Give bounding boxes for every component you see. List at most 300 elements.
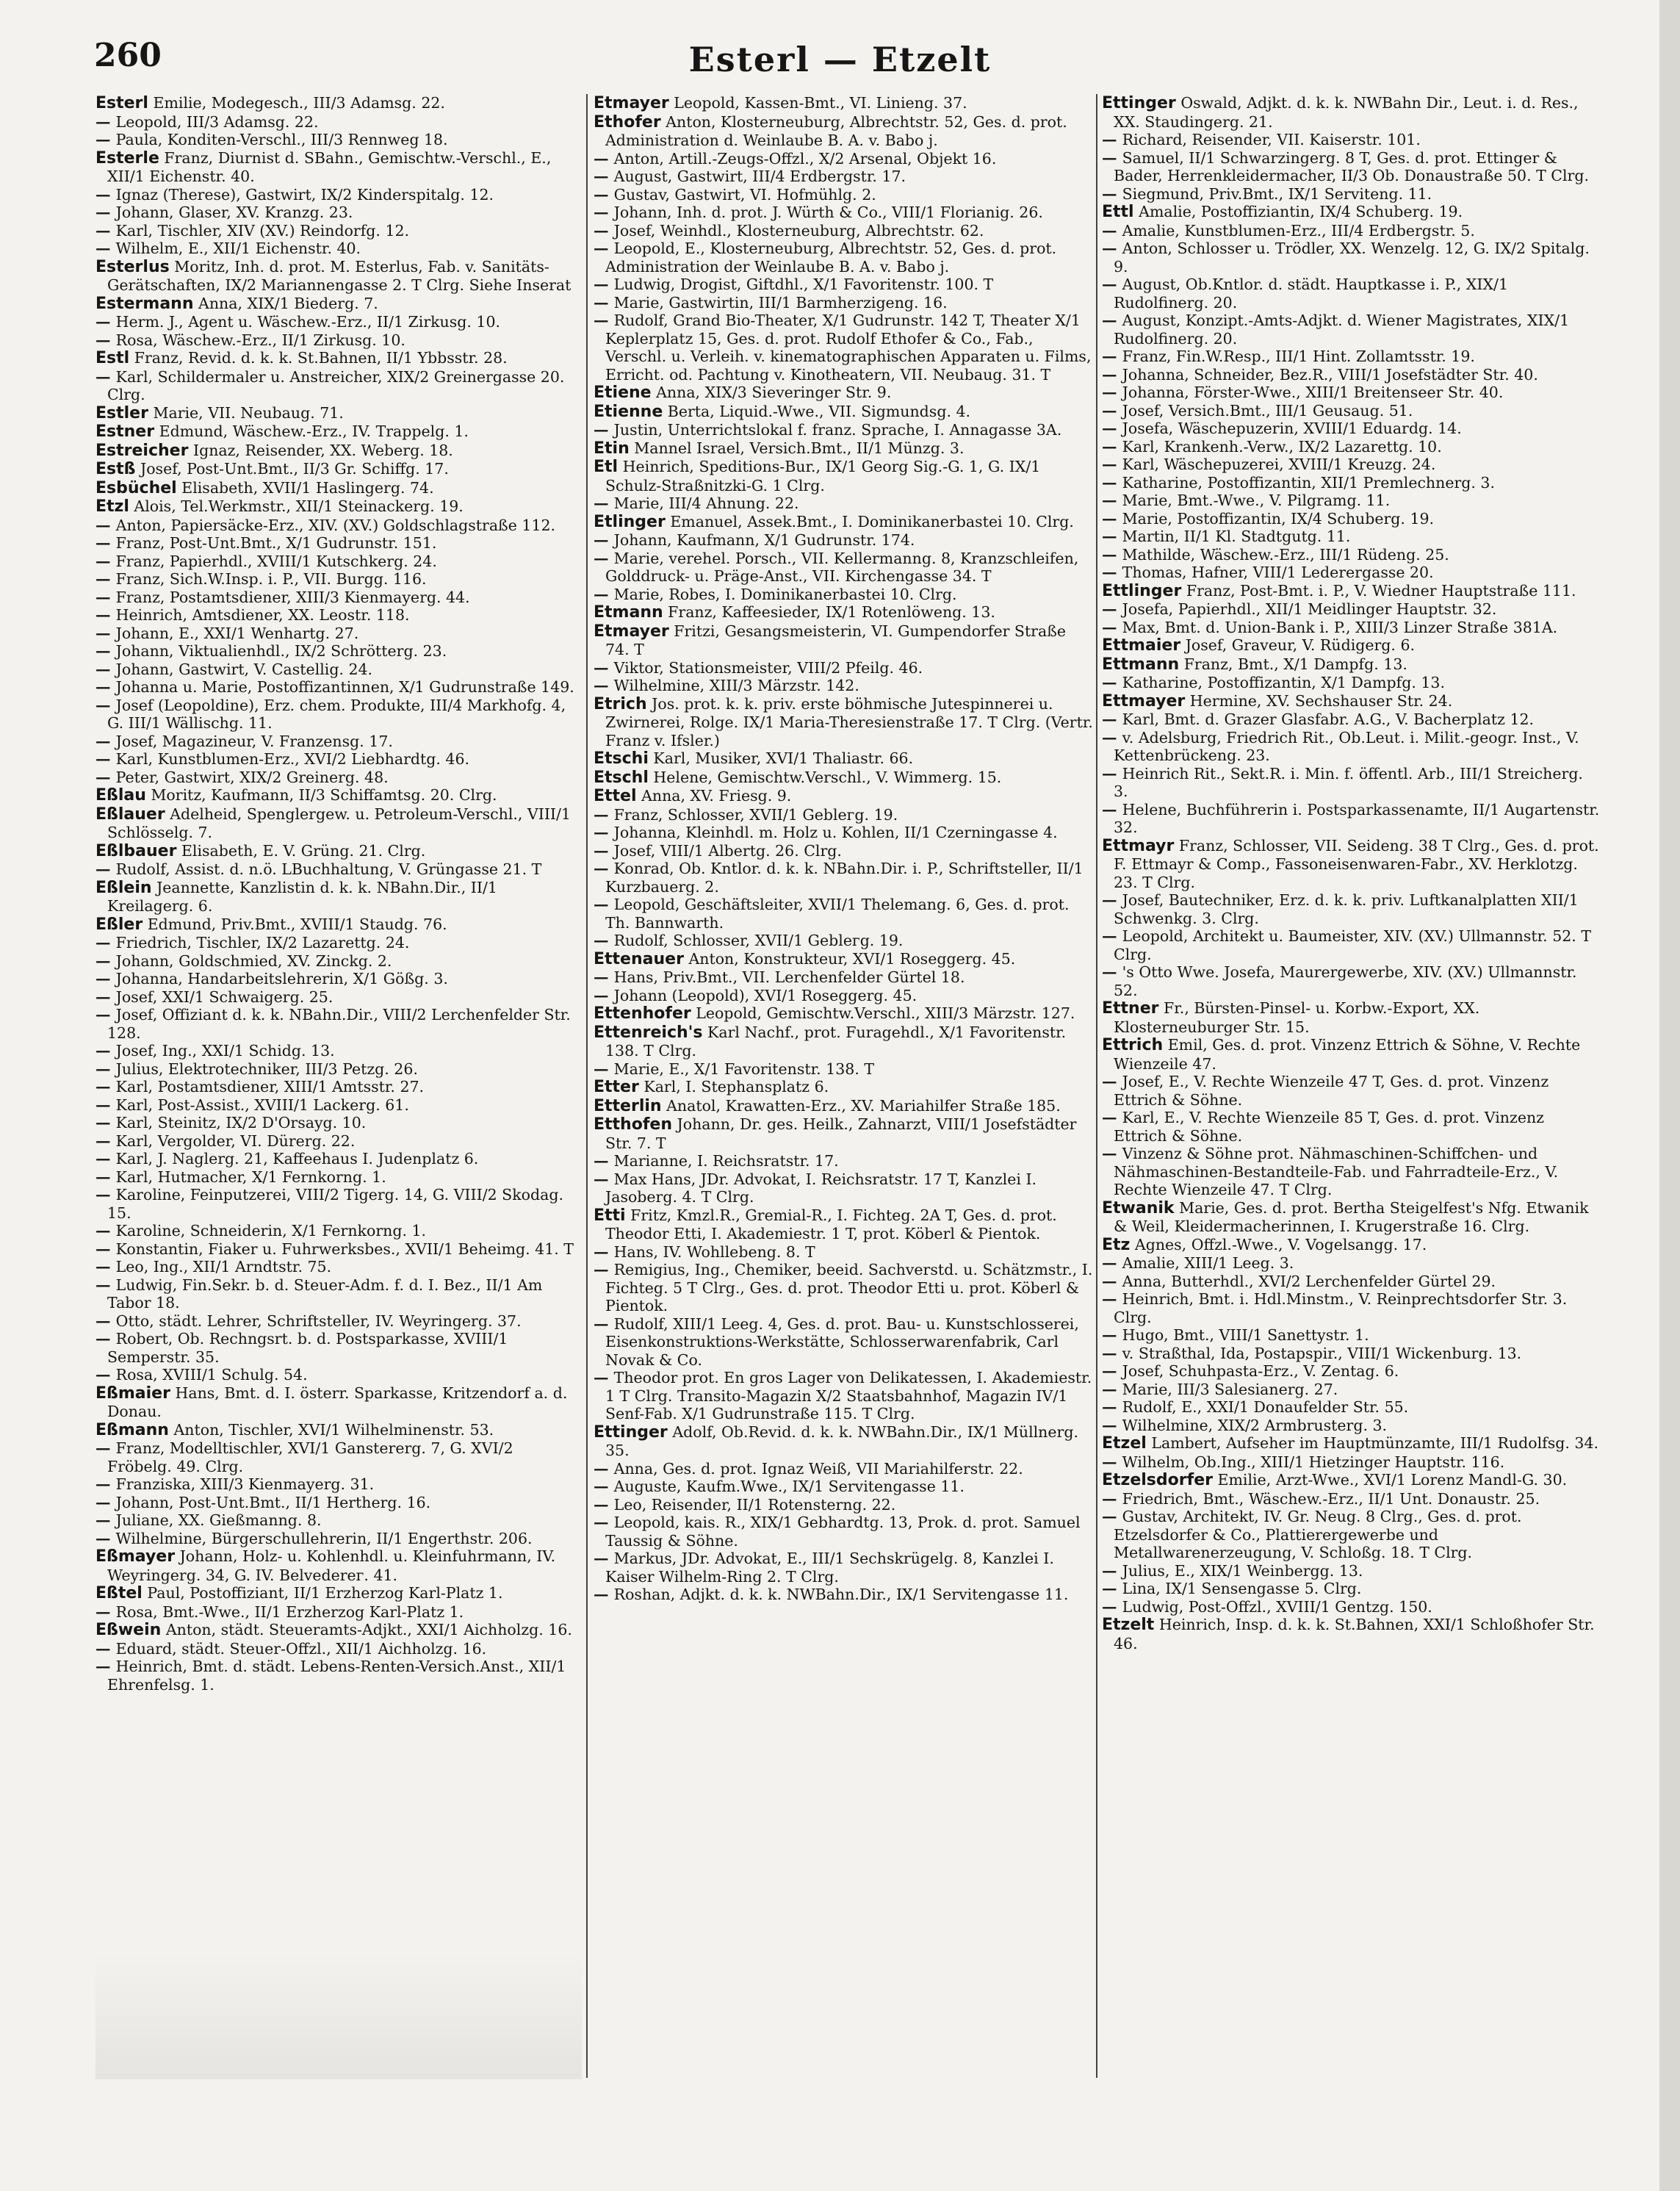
entry-text: Vinzenz & Söhne prot. Nähmaschinen-Schiffchen- und Nähmaschinen-Bestandteile-Fab. und Fahrradteile-Erz., V. Rechte Wienzeile 47. T Clrg. <box>1114 1145 1559 1198</box>
entry-dash: — <box>1102 564 1122 581</box>
entry-dash: — <box>95 951 116 970</box>
entry-dash: — <box>594 824 614 841</box>
directory-entry <box>1102 276 1601 312</box>
entry-dash: — <box>1102 1272 1122 1290</box>
entry-text: Karl, Bmt. d. Grazer Glasfabr. A.G., V. Bacherplatz 12. <box>1122 710 1535 728</box>
entry-text: Max, Bmt. d. Union-Bank i. P., XIII/3 Linzer Straße 381A. <box>1122 618 1558 636</box>
directory-entry <box>95 1276 582 1312</box>
entry-dash: — <box>1102 1344 1122 1362</box>
entry-text: Johanna, Handarbeitslehrerin, X/1 Gößg. 3. <box>115 970 448 987</box>
entry-text: Fritz, Kmzl.R., Gremial-R., I. Fichteg. 2A T, Ges. d. prot. Theodor Etti, I. Akademiestr. 1 T, prot. Köberl & Pientok. <box>605 1206 1057 1242</box>
entry-text: Julius, E., XIX/1 Weinbergg. 13. <box>1122 1561 1363 1580</box>
directory-entry <box>1102 456 1601 474</box>
directory-entry <box>95 1494 582 1512</box>
directory-entry <box>594 1206 1093 1243</box>
entry-text: Ludwig, Drogist, Giftdhl., X/1 Favoritenstr. 100. T <box>613 276 994 293</box>
entry-text: Johanna, Förster-Wwe., XIII/1 Breitenseer Str. 40. <box>1122 384 1504 401</box>
entry-text: Heinrich, Bmt. d. städt. Lebens-Renten-Versich.Anst., XII/1 Ehrenfelsg. 1. <box>107 1658 566 1694</box>
directory-entry <box>1102 1562 1601 1580</box>
directory-entry <box>1102 131 1601 149</box>
entry-text: Karoline, Feinputzerei, VIII/2 Tigerg. 14, G. VIII/2 Skodag. 15. <box>107 1186 563 1222</box>
directory-entry <box>95 915 582 935</box>
directory-entry <box>1102 402 1601 420</box>
directory-entry <box>1102 765 1601 801</box>
entry-dash: — <box>95 696 116 714</box>
entry-text: Fritzi, Gesangsmeisterin, VI. Gumpendorfer Straße 74. T <box>605 622 1067 658</box>
entry-text: August, Gastwirt, III/4 Erdbergstr. 17. <box>613 168 906 185</box>
entry-surname: Etwanik <box>1102 1198 1175 1217</box>
entry-text: Franz, Schlosser, XVII/1 Gebleгg. 19. <box>613 805 898 824</box>
directory-entry <box>1102 384 1601 402</box>
entry-text: Karl, Musiker, XVI/1 Thaliastr. 66. <box>653 749 914 767</box>
directory-entry <box>1102 438 1601 456</box>
entry-text: Anton, Schlosser u. Trödler, XX. Wenzelg. 12, G. IX/2 Spitalg. 9. <box>1114 240 1590 276</box>
entry-dash: — <box>594 986 614 1004</box>
directory-entry <box>594 1243 1093 1262</box>
directory-entry <box>594 1115 1093 1152</box>
entry-text: Moritz, Inh. d. prot. M. Esterlus, Fab. v. Sanitäts-Gerätschaften, IX/2 Mariannengasse 2. T Clrg. Siehe Inserat <box>107 257 572 294</box>
entry-text: Amalie, Postoffiziantin, IX/4 Schuberg. 19. <box>1139 203 1463 220</box>
entry-dash: — <box>594 1586 614 1603</box>
entry-text: Juliane, XX. Gießmanng. 8. <box>115 1511 322 1529</box>
entry-dash: — <box>95 678 116 696</box>
directory-entry <box>95 860 582 879</box>
entry-text: Elisabeth, E. V. Grüng. 21. Clrg. <box>181 841 426 860</box>
entry-text: Leopold, Gemischtw.Verschl., XIII/3 Märzstr. 127. <box>696 1004 1075 1022</box>
entry-text: Johanna, Kleinhdl. m. Holz u. Kohlen, II/1 Czerningasse 4. <box>613 824 1058 841</box>
directory-entry <box>1102 1109 1601 1145</box>
entry-surname: Ettrich <box>1102 1036 1164 1054</box>
directory-entry <box>594 531 1093 550</box>
entry-text: Hans, Priv.Bmt., VII. Lerchenfelder Gürtel 18. <box>613 968 965 986</box>
entry-text: Anton, Papiersäcke-Erz., XIV. (XV.) Goldschlagstraße 112. <box>115 516 556 534</box>
entry-text: Josef, Weinhdl., Klosterneuburg, Albrechtstr. 62. <box>613 221 984 240</box>
entry-text: Karl, Postamtsdiener, XIII/1 Amtsstr. 27. <box>115 1078 425 1096</box>
directory-entry <box>95 952 582 971</box>
entry-text: Marie, Gastwirtin, III/1 Barmherzigeng. 16. <box>613 293 948 312</box>
entry-text: Johanna u. Marie, Postoffizantinnen, X/1 Gudrunstraße 149. <box>115 678 574 696</box>
entry-surname: Eßlein <box>95 878 152 897</box>
entry-text: Emilie, Arzt-Wwe., XVI/1 Lorenz Mandl-G. 30. <box>1217 1471 1568 1489</box>
directory-entry <box>594 384 1093 403</box>
entry-text: Johann, Kaufmann, X/1 Gudrunstr. 174. <box>613 531 915 549</box>
directory-entry <box>95 349 582 368</box>
directory-entry <box>594 439 1093 458</box>
directory-entry <box>1102 655 1601 674</box>
entry-dash: — <box>594 312 614 329</box>
directory-entry <box>594 1097 1093 1116</box>
entry-surname: Ettmann <box>1102 655 1180 674</box>
entry-text: Rudolf, Assist. d. n.ö. LBuchhaltung, V. Grüngasse 21. T <box>115 860 542 878</box>
entry-text: Hans, Bmt. d. I. österr. Sparkasse, Kritzendorf a. d. Donau. <box>107 1384 568 1420</box>
directory-entry <box>1102 1073 1601 1109</box>
entry-dash: — <box>1102 1489 1122 1508</box>
entry-text: Edmund, Priv.Bmt., XVIII/1 Staudg. 76. <box>147 915 447 933</box>
directory-entry <box>95 94 582 113</box>
entry-dash: — <box>594 1550 614 1567</box>
entry-text: Johann, E., XXI/1 Wenhartg. 27. <box>115 624 359 642</box>
entry-surname: Ettenreich's <box>594 1023 703 1042</box>
entry-dash: — <box>95 750 116 768</box>
directory-entry <box>95 750 582 769</box>
entry-surname: Esterle <box>95 148 159 168</box>
directory-entry <box>1102 729 1601 765</box>
entry-dash: — <box>1102 1145 1122 1162</box>
entry-text: Karl, Steinitz, IX/2 D'Orsayg. 10. <box>115 1114 367 1132</box>
entry-text: Johann (Leopold), XVI/1 Roseggerg. 45. <box>613 986 917 1004</box>
entry-dash: — <box>1102 528 1122 545</box>
directory-entry <box>95 988 582 1007</box>
entry-text: Josef, Magazineur, V. Franzensg. 17. <box>115 732 393 750</box>
directory-entry <box>594 677 1093 695</box>
directory-entry <box>95 295 582 314</box>
entry-dash: — <box>1102 600 1122 618</box>
entry-surname: Etrich <box>594 694 647 713</box>
entry-text: Karl, Kunstblumen-Erz., XVI/2 Liebhardtg. 46. <box>115 750 470 768</box>
entry-dash: — <box>594 1170 614 1188</box>
directory-entry <box>1102 348 1601 366</box>
entry-surname: Eßmayer <box>95 1547 176 1566</box>
entry-dash: — <box>95 1602 116 1621</box>
directory-entry <box>1102 203 1601 222</box>
entry-dash: — <box>95 1132 116 1150</box>
entry-dash: — <box>95 240 116 257</box>
entry-dash: — <box>594 149 614 168</box>
entry-text: Roshan, Adjkt. d. k. k. NWBahn.Dir., IX/1 Servitengasse 11. <box>613 1586 1069 1603</box>
directory-entry <box>1102 582 1601 601</box>
entry-text: Johann, Glaser, XV. Kranzg. 23. <box>115 204 353 221</box>
directory-entry <box>1102 801 1601 837</box>
entry-dash: — <box>594 1059 614 1078</box>
entry-dash: — <box>1102 276 1122 293</box>
entry-surname: Esterl <box>95 94 148 112</box>
directory-entry <box>594 1550 1093 1586</box>
entry-dash: — <box>594 549 614 567</box>
entry-text: Rudolf, Schlosser, XVII/1 Gebleгg. 19. <box>613 932 904 949</box>
entry-text: Josef, Graveur, V. Rüdigerg. 6. <box>1185 636 1416 654</box>
directory-entry <box>1102 674 1601 692</box>
entry-dash: — <box>95 606 116 624</box>
directory-entry <box>95 1603 582 1622</box>
directory-entry <box>95 589 582 607</box>
entry-text: v. Straßthal, Ida, Postapspir., VIII/1 Wickenburg. 13. <box>1122 1344 1522 1362</box>
entry-text: Leo, Reisender, II/1 Rotensterng. 22. <box>613 1495 896 1514</box>
entry-text: Josef, VIII/1 Albertg. 26. Clrg. <box>613 841 842 860</box>
entry-surname: Etiene <box>594 384 652 402</box>
directory-entry <box>95 1168 582 1187</box>
entry-text: Moritz, Kaufmann, II/3 Schiffamtsg. 20. Clrg. <box>151 786 497 804</box>
entry-text: Marie, Postoffizantin, IX/4 Schuberg. 19. <box>1122 509 1435 528</box>
entry-dash: — <box>594 1459 614 1478</box>
directory-entry <box>594 1423 1093 1460</box>
entry-dash: — <box>594 860 614 877</box>
directory-entry <box>594 769 1093 788</box>
directory-entry <box>1102 1326 1601 1345</box>
directory-entry <box>1102 1453 1601 1472</box>
entry-dash: — <box>594 1242 614 1261</box>
entry-text: Josef (Leopoldine), Erz. chem. Produkte, III/4 Markhofg. 4, G. III/1 Wällischg. 11. <box>107 696 566 732</box>
directory-entry <box>95 131 582 149</box>
entry-text: Siegmund, Priv.Bmt., IX/1 Serviteng. 11. <box>1122 184 1432 203</box>
directory-entry <box>594 113 1093 150</box>
directory-entry <box>594 896 1093 932</box>
entry-surname: Ettenauer <box>594 949 684 968</box>
entry-dash: — <box>1102 1453 1122 1471</box>
directory-entry <box>95 805 582 842</box>
directory-entry <box>95 1640 582 1658</box>
entry-surname: Estermann <box>95 294 194 313</box>
entry-text: Franz, Post-Unt.Bmt., X/1 Gudrunstr. 151. <box>115 534 437 552</box>
directory-entry <box>95 1078 582 1096</box>
entry-text: Wilhelm, E., XII/1 Eichenstr. 40. <box>115 240 361 257</box>
entry-dash: — <box>1102 1326 1122 1344</box>
entry-surname: Ettenhofer <box>594 1004 691 1023</box>
entry-dash: — <box>594 968 614 986</box>
entry-surname: Etin <box>594 439 630 458</box>
directory-entry <box>1102 1434 1601 1453</box>
page-number: 260 <box>94 37 162 74</box>
entry-text: Karl, I. Stephansplatz 6. <box>643 1078 829 1096</box>
directory-entry <box>1102 564 1601 582</box>
entry-dash: — <box>95 1240 116 1258</box>
entry-dash: — <box>1102 221 1122 240</box>
entry-dash: — <box>95 1258 116 1276</box>
directory-entry <box>594 94 1093 113</box>
entry-surname: Eßwein <box>95 1621 162 1639</box>
entry-text: Wilhelmine, XIII/3 Märzstr. 142. <box>613 677 859 694</box>
entry-text: Helene, Buchführerin i. Postsparkassenamte, II/1 Augartenstr. 32. <box>1114 800 1600 836</box>
directory-entry <box>594 659 1093 677</box>
entry-dash: — <box>95 367 116 386</box>
directory-entry <box>1102 1616 1601 1652</box>
entry-dash: — <box>95 1042 116 1059</box>
directory-entry <box>95 642 582 661</box>
entry-dash: — <box>95 642 116 660</box>
entry-text: Amalie, Kunstblumen-Erz., III/4 Erdbergstr. 5. <box>1122 221 1475 240</box>
directory-entry <box>594 403 1093 422</box>
entry-text: Ignaz, Reisender, XX. Weberg. 18. <box>192 441 453 459</box>
entry-dash: — <box>1102 1254 1122 1272</box>
entry-text: Anton, Klosterneuburg, Albrechtstr. 52, Ges. d. prot. Administration d. Weinlaube B. A. v. Babo j. <box>605 112 1067 149</box>
directory-entry <box>95 553 582 571</box>
directory-entry <box>95 422 582 442</box>
directory-entry <box>1102 1417 1601 1435</box>
entry-surname: Etzelsdorfer <box>1102 1471 1213 1489</box>
entry-surname: Etzelt <box>1102 1616 1155 1634</box>
directory-entry <box>1102 999 1601 1036</box>
entry-text: Franz, Bmt., X/1 Dampfg. 13. <box>1183 655 1407 673</box>
entry-dash: — <box>95 768 116 786</box>
directory-entry <box>1102 1508 1601 1562</box>
entry-surname: Estß <box>95 460 136 478</box>
entry-surname: Eßmann <box>95 1420 169 1439</box>
entry-text: Johanna, Schneider, Bez.R., VIII/1 Josefstädter Str. 40. <box>1122 365 1538 384</box>
entry-dash: — <box>594 1369 614 1386</box>
directory-entry <box>594 204 1093 222</box>
entry-text: Helene, Gemischtw.Verschl., V. Wimmerg. 15. <box>653 768 1002 786</box>
entry-surname: Ettinger <box>594 1422 668 1442</box>
entry-text: Julius, Elektrotechniker, III/3 Petzg. 26. <box>115 1059 418 1078</box>
entry-text: Jeannette, Kanzlistin d. k. k. NBahn.Dir., II/1 Kreilagerg. 6. <box>107 878 497 915</box>
entry-dash: — <box>95 1006 116 1023</box>
entry-dash: — <box>1102 545 1122 564</box>
directory-entry <box>95 1584 582 1603</box>
entry-text: Leopold, Architekt u. Baumeister, XIV. (XV.) Ullmannstr. 52. T Clrg. <box>1114 927 1591 963</box>
entry-text: Karl Nachf., prot. Furagehdl., X/1 Favoritenstr. 138. T Clrg. <box>605 1023 1067 1059</box>
directory-entry <box>594 950 1093 969</box>
entry-text: Franz, Diurnist d. SBahn., Gemischtw.-Verschl., E., XII/1 Eichenstr. 40. <box>107 148 552 185</box>
entry-surname: Etzl <box>95 497 129 516</box>
entry-dash: — <box>594 1478 614 1495</box>
entry-text: Franz, Papierhdl., XVIII/1 Kutschkerg. 24. <box>115 552 437 570</box>
entry-text: Anna, Ges. d. prot. Ignaz Weiß, VII Mariahilferstr. 22. <box>613 1459 1023 1478</box>
entry-text: Karl, Wäschepuzerei, XVIII/1 Kreuzg. 24. <box>1122 456 1436 473</box>
entry-dash: — <box>1102 1580 1122 1597</box>
directory-entry <box>594 806 1093 824</box>
entry-text: v. Adelsburg, Friedrich Rit., Ob.Leut. i. Milit.-geogr. Inst., V. Kettenbrückeng. 23. <box>1114 728 1579 764</box>
directory-entry <box>95 240 582 258</box>
entry-text: Johann, Inh. d. prot. J. Würth & Co., VIII/1 Florianig. 26. <box>613 204 1043 221</box>
entry-text: Johann, Post-Unt.Bmt., II/1 Hertherg. 16. <box>115 1493 431 1511</box>
entry-surname: Etschl <box>594 768 649 787</box>
entry-text: Markus, JDr. Advokat, E., III/1 Sechskrügelg. 8, Kanzlei I. Kaiser Wilhelm-Ring 2. T Clrg. <box>605 1550 1054 1586</box>
entry-dash: — <box>95 1186 116 1204</box>
entry-text: Anton, Artill.-Zeugs-Offzl., X/2 Arsenal, Objekt 16. <box>613 149 997 168</box>
entry-text: Josef, Offiziant d. k. k. NBahn.Dir., VIII/2 Lerchenfelder Str. 128. <box>107 1006 571 1042</box>
entry-surname: Etterlin <box>594 1096 662 1115</box>
directory-entry <box>95 1186 582 1222</box>
entry-text: Ludwig, Post-Offzl., XVIII/1 Gentzg. 150. <box>1122 1597 1432 1616</box>
entry-text: Konrad, Ob. Kntlor. d. k. k. NBahn.Dir. i. P., Schriftsteller, II/1 Kurzbauerg. 2. <box>605 860 1084 896</box>
entry-dash: — <box>95 1658 116 1675</box>
directory-entry <box>594 168 1093 186</box>
entry-surname: Estner <box>95 422 155 441</box>
entry-dash: — <box>1102 312 1122 329</box>
entry-text: Gustav, Architekt, IV. Gr. Neug. 8 Clrg., Ges. d. prot. Etzelsdorfer & Co., Plattierergewerbe und Metallwarenerzeugung, V. Schloßg. 18. T Clrg. <box>1114 1508 1522 1561</box>
entry-text: Karl, Tischler, XIV (XV.) Reindorfg. 12. <box>115 221 410 240</box>
directory-entry <box>95 786 582 805</box>
entry-surname: Etmann <box>594 603 663 622</box>
entry-surname: Ettel <box>594 787 637 805</box>
entry-text: Edmund, Wäschew.-Erz., IV. Trappelg. 1. <box>159 422 469 440</box>
entry-text: Paul, Postoffiziant, II/1 Erzherzog Karl-Platz 1. <box>147 1584 503 1602</box>
entry-surname: Ettlinger <box>1102 581 1182 600</box>
directory-entry <box>1102 312 1601 348</box>
entry-dash: — <box>95 1475 116 1493</box>
directory-entry <box>95 331 582 350</box>
entry-text: Marie, verehel. Porsch., VII. Kellermanng. 8, Kranzschleifen, Golddruck- u. Präge-Anst., VII. Kirchengasse 34. T <box>605 549 1079 585</box>
directory-entry <box>1102 1145 1601 1199</box>
entry-dash: — <box>95 185 116 204</box>
entry-text: Franz, Schlosser, VII. Seideng. 38 T Clrg., Ges. d. prot. F. Ettmayr & Comp., Fassoneisenwaren-Fabr., XV. Herklotzg. 23. T Clrg. <box>1114 836 1599 891</box>
directory-entry <box>594 240 1093 276</box>
directory-entry <box>95 1439 582 1475</box>
directory-entry <box>95 404 582 423</box>
entry-text: Leopold, Kassen-Bmt., VI. Linieng. 37. <box>674 94 967 112</box>
entry-surname: Eßtel <box>95 1584 143 1602</box>
entry-dash: — <box>95 1529 116 1547</box>
directory-entry <box>95 113 582 132</box>
entry-text: Auguste, Kaufm.Wwe., IX/1 Servitengasse 11. <box>613 1478 965 1495</box>
entry-dash: — <box>1102 1362 1122 1380</box>
entry-text: Rosa, Bmt.-Wwe., II/1 Erzherzog Karl-Platz 1. <box>115 1602 464 1621</box>
directory-entry <box>594 312 1093 384</box>
entry-text: Marie, III/3 Salesianerg. 27. <box>1122 1380 1338 1398</box>
directory-entry <box>1102 366 1601 384</box>
entry-text: Heinrich, Insp. d. k. k. St.Bahnen, XXI/1 Schloßhofer Str. 46. <box>1114 1616 1595 1652</box>
entry-surname: Ettl <box>1102 203 1134 221</box>
entry-dash: — <box>95 1439 116 1457</box>
entry-text: Oswald, Adjkt. d. k. k. NWBahn Dir., Leut. i. d. Res., XX. Staudingerg. 21. <box>1114 94 1579 131</box>
entry-surname: Ettner <box>1102 999 1159 1018</box>
directory-entry <box>594 824 1093 842</box>
directory-entry <box>95 517 582 535</box>
entry-dash: — <box>1102 1416 1122 1434</box>
directory-entry <box>95 1150 582 1168</box>
entry-dash: — <box>594 1514 614 1531</box>
entry-dash: — <box>594 185 614 204</box>
entry-dash: — <box>594 421 614 439</box>
directory-entry <box>95 570 582 589</box>
entry-surname: Etmayer <box>594 622 669 641</box>
entry-surname: Estl <box>95 349 130 367</box>
directory-entry <box>1102 546 1601 564</box>
directory-entry <box>95 879 582 915</box>
entry-dash: — <box>594 896 614 913</box>
entry-text: Franz, Modelltischler, XVI/1 Ganstererg. 7, G. XVI/2 Fröbelg. 49. Clrg. <box>107 1439 513 1475</box>
entry-text: Justin, Unterrichtslokal f. franz. Sprache, I. Annagasse 3A. <box>613 421 1062 439</box>
directory-entry <box>594 1460 1093 1478</box>
directory-entry <box>1102 1490 1601 1508</box>
entry-text: Anna, XIX/3 Sieveringer Str. 9. <box>656 384 892 401</box>
entry-dash: — <box>594 677 614 694</box>
directory-entry <box>95 1658 582 1694</box>
entry-text: Agnes, Offzl.-Wwe., V. Vogelsangg. 17. <box>1134 1235 1427 1253</box>
directory-entry <box>95 222 582 240</box>
directory-entry <box>1102 1598 1601 1616</box>
directory-entry <box>1102 927 1601 963</box>
directory-entry <box>594 1078 1093 1097</box>
directory-entry <box>95 733 582 751</box>
entry-dash: — <box>95 1150 116 1168</box>
entry-surname: Eßlauer <box>95 805 165 824</box>
entry-dash: — <box>1102 456 1122 473</box>
directory-entry <box>95 1621 582 1640</box>
entry-text: Gustav, Gastwirt, VI. Hofmühlg. 2. <box>613 185 876 204</box>
entry-dash: — <box>95 1114 116 1132</box>
entry-dash: — <box>594 276 614 293</box>
entry-text: Anna, Butterhdl., XVI/2 Lerchenfelder Gürtel 29. <box>1122 1272 1496 1290</box>
directory-entry <box>1102 528 1601 546</box>
entry-dash: — <box>1102 365 1122 384</box>
directory-entry <box>95 1096 582 1115</box>
entry-dash: — <box>95 1168 116 1186</box>
entry-dash: — <box>1102 401 1122 420</box>
entry-text: Josef, Schuhpasta-Erz., V. Zentag. 6. <box>1122 1362 1399 1380</box>
directory-entry <box>594 603 1093 622</box>
entry-dash: — <box>95 552 116 570</box>
entry-surname: Etschi <box>594 749 649 768</box>
entry-text: Marie, Robes, I. Dominikanerbastei 10. Clrg. <box>613 585 957 603</box>
directory-entry <box>1102 1398 1601 1417</box>
directory-entry <box>594 1152 1093 1170</box>
entry-dash: — <box>1102 927 1122 945</box>
entry-surname: Etzel <box>1102 1434 1147 1453</box>
entry-dash: — <box>594 1152 614 1170</box>
entry-dash: — <box>95 1639 116 1658</box>
directory-entry <box>594 1004 1093 1023</box>
directory-entry <box>1102 240 1601 276</box>
